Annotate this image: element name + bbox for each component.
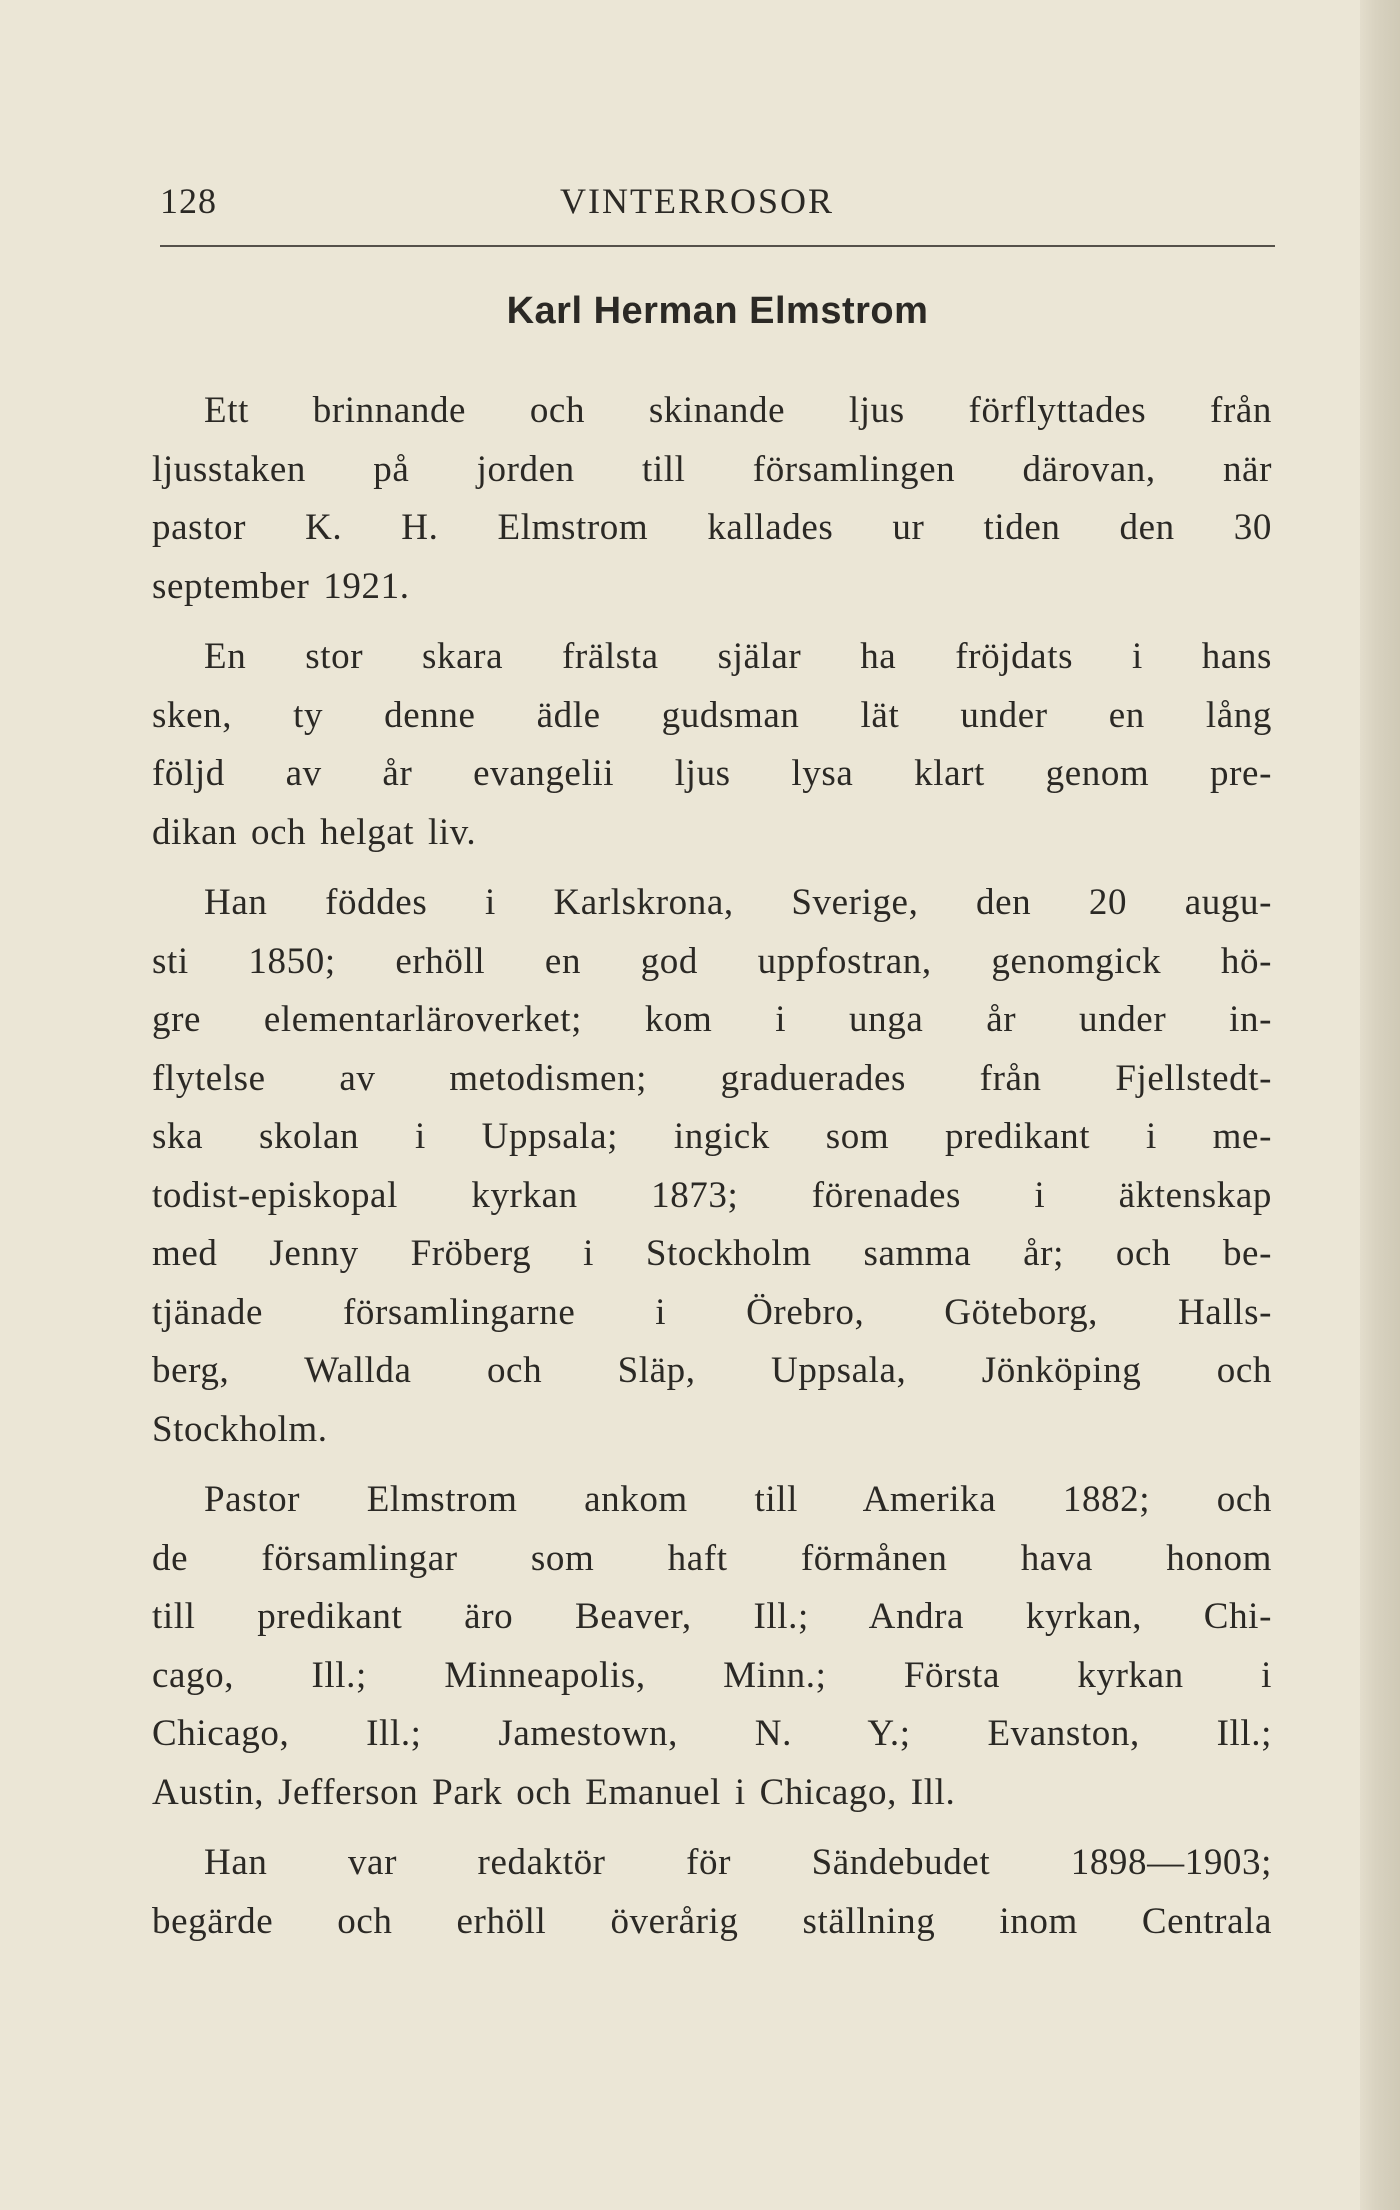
page-number: 128 bbox=[160, 181, 217, 221]
text-line: berg, Wallda och Släp, Uppsala, Jönköping och bbox=[152, 1350, 1272, 1391]
paragraph-5 bbox=[152, 1834, 1272, 1951]
article-body bbox=[152, 382, 1272, 1951]
text-line: september 1921. bbox=[152, 565, 410, 607]
running-title: VINTERROSOR bbox=[560, 181, 835, 221]
text-line: todist-episkopal kyrkan 1873; förenades i äktenskap bbox=[152, 1174, 1272, 1216]
text-line: de församlingar som haft förmånen hava honom bbox=[152, 1537, 1272, 1579]
text-line: tjänade församlingarne i Örebro, Göteborg, Halls- bbox=[152, 1291, 1272, 1333]
text-line: Chicago, Ill.; Jamestown, N. Y.; Evanston, Ill.; bbox=[152, 1713, 1272, 1754]
paragraph-4 bbox=[152, 1471, 1272, 1822]
text-line: pastor K. H. Elmstrom kallades ur tiden den 30 bbox=[152, 507, 1272, 548]
text-line: sti 1850; erhöll en god uppfostran, genomgick hö- bbox=[152, 940, 1272, 982]
text-line: Stockholm. bbox=[152, 1408, 328, 1450]
text-line: begärde och erhöll överårig ställning inom Centrala bbox=[152, 1900, 1272, 1942]
text-line: sken, ty denne ädle gudsman lät under en lång bbox=[152, 694, 1272, 736]
text-line: ljusstaken på jorden till församlingen därovan, när bbox=[152, 448, 1272, 490]
text-line: följd av år evangelii ljus lysa klart genom pre- bbox=[152, 753, 1272, 794]
text-line: En stor skara frälsta själar ha fröjdats i hans bbox=[204, 636, 1272, 677]
paragraph-1 bbox=[152, 382, 1272, 616]
text-line: Austin, Jefferson Park och Emanuel i Chicago, Ill. bbox=[152, 1771, 956, 1813]
article-title: Karl Herman Elmstrom bbox=[506, 290, 929, 332]
header-rule bbox=[160, 245, 1275, 247]
text-line: Pastor Elmstrom ankom till Amerika 1882; och bbox=[204, 1479, 1272, 1520]
text-line: till predikant äro Beaver, Ill.; Andra kyrkan, Chi- bbox=[152, 1596, 1272, 1637]
text-line: Han var redaktör för Sändebudet 1898—1903; bbox=[204, 1842, 1272, 1883]
text-line: cago, Ill.; Minneapolis, Minn.; Första kyrkan i bbox=[152, 1654, 1272, 1696]
paragraph-2 bbox=[152, 628, 1272, 862]
running-head bbox=[160, 180, 1275, 230]
text-line: flytelse av metodismen; graduerades från Fjellstedt- bbox=[152, 1057, 1272, 1099]
text-line: Han föddes i Karlskrona, Sverige, den 20 augu- bbox=[204, 882, 1272, 923]
text-line: dikan och helgat liv. bbox=[152, 811, 477, 853]
text-line: Ett brinnande och skinande ljus förflyttades från bbox=[204, 390, 1272, 431]
text-line: gre elementarläroverket; kom i unga år under in- bbox=[152, 999, 1272, 1040]
paragraph-3 bbox=[152, 874, 1272, 1459]
page-edge bbox=[1360, 0, 1400, 2210]
text-line: med Jenny Fröberg i Stockholm samma år; och be- bbox=[152, 1233, 1272, 1274]
text-line: ska skolan i Uppsala; ingick som predikant i me- bbox=[152, 1116, 1272, 1157]
